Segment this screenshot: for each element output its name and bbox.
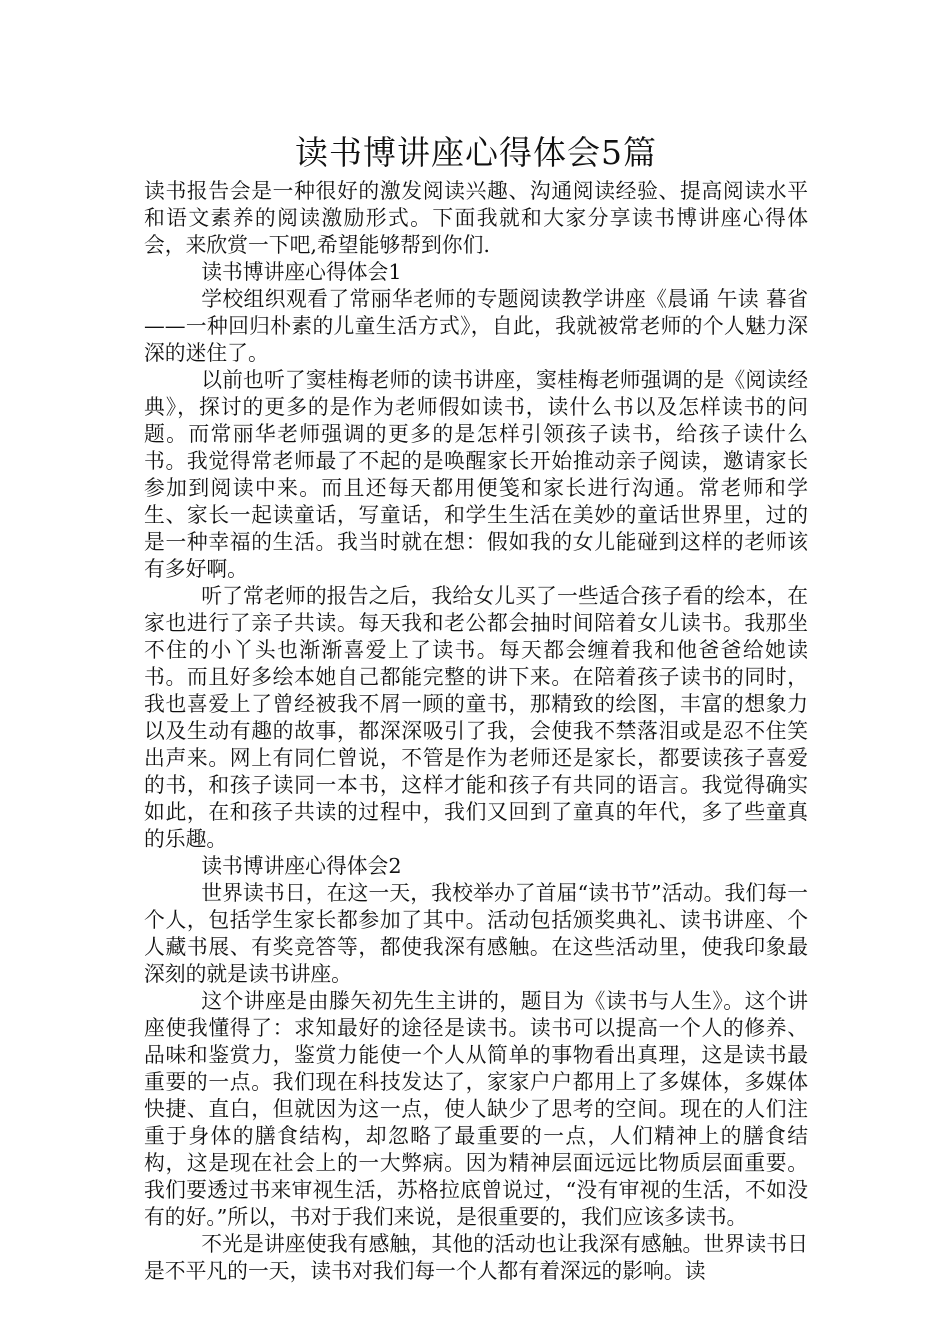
paragraph: 学校组织观看了常丽华老师的专题阅读教学讲座《晨诵 午读 暮省——一种回归朴素的儿童生活方式》，自此，我就被常老师的个人魅力深深的迷住了。: [144, 287, 808, 365]
document-title: 读书博讲座心得体会5篇: [295, 133, 657, 172]
document-body: [144, 128, 808, 1285]
paragraph-list: [144, 178, 808, 1285]
paragraph: 读书博讲座心得体会2: [201, 854, 402, 878]
paragraph: 不光是讲座使我有感触，其他的活动也让我深有感触。世界读书日是不平凡的一天，读书对我们每一个人都有着深远的影响。读: [144, 1232, 808, 1283]
paragraph: 听了常老师的报告之后，我给女儿买了一些适合孩子看的绘本，在家也进行了亲子共读。每天我和老公都会抽时间陪着女儿读书。我那坐不住的小丫头也渐渐喜爱上了读书。每天都会缠着我和他爸爸给她读书。而且好多绘本她自己都能完整的讲下来。在陪着孩子读书的同时，我也喜爱上了曾经被我不屑一顾的童书，那精致的绘图，丰富的想象力以及生动有趣的故事，都深深吸引了我，会使我不禁落泪或是忍不住笑出声来。网上有同仁曾说，不管是作为老师还是家长，都要读孩子喜爱的书，和孩子读同一本书，这样才能和孩子有共同的语言。我觉得确实如此，在和孩子共读的过程中，我们又回到了童真的年代，多了些童真的乐趣。: [144, 584, 808, 851]
paragraph: 读书报告会是一种很好的激发阅读兴趣、沟通阅读经验、提高阅读水平和语文素养的阅读激励形式。下面我就和大家分享读书博讲座心得体会，来欣赏一下吧,希望能够帮到你们.: [144, 179, 808, 257]
paragraph: 这个讲座是由滕矢初先生主讲的，题目为《读书与人生》。这个讲座使我懂得了：求知最好的途径是读书。读书可以提高一个人的修养、品味和鉴赏力，鉴赏力能使一个人从简单的事物看出真理，这是读书最重要的一点。我们现在科技发达了，家家户户都用上了多媒体，多媒体快捷、直白，但就因为这一点，使人缺少了思考的空间。现在的人们注重于身体的膳食结构，却忽略了最重要的一点，人们精神上的膳食结构，这是现在社会上的一大弊病。因为精神层面远远比物质层面重要。我们要透过书来审视生活，苏格拉底曾说过，“没有审视的生活，不如没有的好。”所以，书对于我们来说，是很重要的，我们应该多读书。: [144, 989, 808, 1229]
paragraph: 世界读书日，在这一天，我校举办了首届“读书节”活动。我们每一个人，包括学生家长都参加了其中。活动包括颁奖典礼、读书讲座、个人藏书展、有奖竞答等，都使我深有感触。在这些活动里，使我印象最深刻的就是读书讲座。: [144, 881, 808, 986]
paragraph: 以前也听了窦桂梅老师的读书讲座，窦桂梅老师强调的是《阅读经典》，探讨的更多的是作为老师假如读书，读什么书以及怎样读书的问题。而常丽华老师强调的更多的是怎样引领孩子读书，给孩子读什么书。我觉得常老师最了不起的是唤醒家长开始推动亲子阅读，邀请家长参加到阅读中来。而且还每天都用便笺和家长进行沟通。常老师和学生、家长一起读童话，写童话，和学生生活在美妙的童话世界里，过的是一种幸福的生活。我当时就在想：假如我的女儿能碰到这样的老师该有多好啊。: [144, 368, 808, 581]
paragraph: 读书博讲座心得体会1: [201, 260, 402, 284]
